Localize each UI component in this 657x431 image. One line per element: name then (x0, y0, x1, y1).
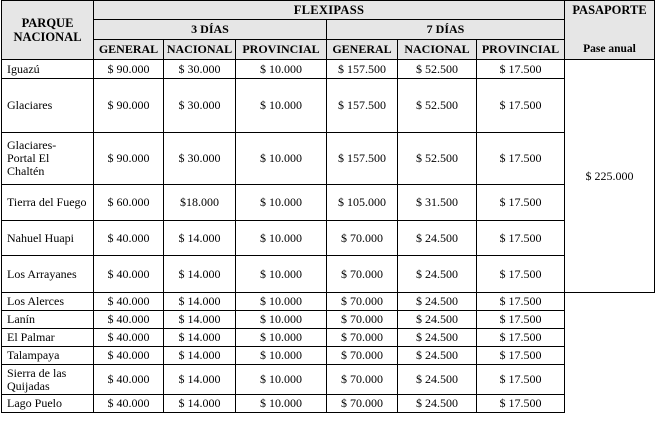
header-3-dias: 3 DÍAS (94, 20, 327, 40)
header-parque-label: PARQUE NACIONAL (13, 16, 82, 44)
table-row (2, 395, 655, 413)
price-cell-d7-nacional: $ 24.500 (398, 365, 477, 395)
price-cell-d3-nacional: $ 14.000 (164, 293, 236, 311)
price-cell-d7-nacional: $ 24.500 (398, 347, 477, 365)
price-cell-d7-general: $ 70.000 (327, 347, 398, 365)
price-cell-d7-general: $ 157.500 (327, 79, 398, 133)
table-row (2, 221, 655, 256)
header-3d-nacional: NACIONAL (164, 40, 236, 60)
price-cell-d3-provincial: $ 10.000 (236, 185, 327, 221)
price-cell-d7-nacional: $ 52.500 (398, 133, 477, 185)
header-parque-nacional (2, 1, 94, 60)
price-cell-d7-nacional: $ 52.500 (398, 79, 477, 133)
price-cell-d3-nacional: $ 30.000 (164, 79, 236, 133)
park-name: Lago Puelo (7, 396, 62, 410)
park-name: Los Alerces (7, 294, 64, 308)
table-row (2, 133, 655, 185)
header-pase-anual: Pase anual (565, 40, 655, 60)
price-cell-d7-nacional: $ 24.500 (398, 311, 477, 329)
table-row (2, 365, 655, 395)
park-name: Sierra de las Quijadas (7, 365, 67, 393)
price-cell-d7-nacional: $ 24.500 (398, 329, 477, 347)
price-cell-d7-general: $ 70.000 (327, 221, 398, 256)
park-name-cell (2, 365, 94, 395)
price-cell-d3-general: $ 40.000 (94, 256, 164, 293)
price-cell-d3-nacional: $ 14.000 (164, 365, 236, 395)
price-cell-d3-nacional: $ 14.000 (164, 221, 236, 256)
table-row (2, 256, 655, 293)
park-name: El Palmar (7, 330, 55, 344)
price-cell-d3-provincial: $ 10.000 (236, 365, 327, 395)
table-row (2, 329, 655, 347)
price-cell-d7-provincial: $ 17.500 (477, 293, 565, 311)
price-cell-d7-nacional: $ 24.500 (398, 221, 477, 256)
price-cell-d7-provincial: $ 17.500 (477, 395, 565, 413)
table-row (2, 60, 655, 79)
header-7d-provincial: PROVINCIAL (477, 40, 565, 60)
table-row (2, 79, 655, 133)
park-name: Lanín (7, 312, 35, 326)
price-cell-d7-provincial: $ 17.500 (477, 79, 565, 133)
price-cell-d7-general: $ 70.000 (327, 395, 398, 413)
price-cell-d3-provincial: $ 10.000 (236, 329, 327, 347)
park-name-cell (2, 256, 94, 293)
price-cell-d3-nacional: $18.000 (164, 185, 236, 221)
price-cell-d3-nacional: $ 30.000 (164, 60, 236, 79)
price-cell-d3-nacional: $ 14.000 (164, 347, 236, 365)
table-row (2, 311, 655, 329)
park-name-cell (2, 60, 94, 79)
price-cell-d7-general: $ 70.000 (327, 293, 398, 311)
price-cell-d3-general: $ 60.000 (94, 185, 164, 221)
park-name: Talampaya (7, 348, 60, 362)
header-pasaporte-spacer (565, 20, 655, 40)
price-cell-d7-general: $ 157.500 (327, 133, 398, 185)
park-name: Los Arrayanes (7, 266, 77, 281)
price-cell-d3-general: $ 40.000 (94, 395, 164, 413)
price-cell-d3-general: $ 90.000 (94, 133, 164, 185)
price-cell-d7-provincial: $ 17.500 (477, 329, 565, 347)
price-cell-d3-provincial: $ 10.000 (236, 60, 327, 79)
park-name-cell (2, 221, 94, 256)
price-cell-d7-nacional: $ 52.500 (398, 60, 477, 79)
price-cell-d3-general: $ 40.000 (94, 365, 164, 395)
park-name-cell (2, 293, 94, 311)
park-name: Nahuel Huapi (7, 230, 74, 245)
header-flexipass: FLEXIPASS (94, 1, 565, 20)
price-cell-d7-general: $ 70.000 (327, 365, 398, 395)
price-cell-d7-provincial: $ 17.500 (477, 133, 565, 185)
price-cell-d3-provincial: $ 10.000 (236, 133, 327, 185)
header-3d-general: GENERAL (94, 40, 164, 60)
price-cell-d3-nacional: $ 14.000 (164, 329, 236, 347)
price-cell-d7-provincial: $ 17.500 (477, 365, 565, 395)
header-7-dias: 7 DÍAS (327, 20, 565, 40)
header-3d-provincial: PROVINCIAL (236, 40, 327, 60)
park-name-cell (2, 347, 94, 365)
table-row (2, 347, 655, 365)
park-name-cell (2, 311, 94, 329)
price-cell-d3-general: $ 40.000 (94, 347, 164, 365)
fee-table-body (2, 60, 655, 413)
price-cell-d7-nacional: $ 24.500 (398, 256, 477, 293)
price-cell-d7-provincial: $ 17.500 (477, 185, 565, 221)
park-name-cell (2, 79, 94, 133)
price-cell-d3-provincial: $ 10.000 (236, 79, 327, 133)
table-row (2, 185, 655, 221)
price-cell-d3-general: $ 90.000 (94, 79, 164, 133)
price-cell-d7-provincial: $ 17.500 (477, 221, 565, 256)
price-cell-d3-general: $ 90.000 (94, 60, 164, 79)
park-name: Glaciares-Portal El Chaltén (7, 138, 57, 178)
park-name-cell (2, 329, 94, 347)
price-cell-d3-provincial: $ 10.000 (236, 311, 327, 329)
park-name: Glaciares (7, 98, 53, 112)
price-cell-d3-nacional: $ 14.000 (164, 256, 236, 293)
park-name-cell (2, 395, 94, 413)
price-cell-d7-general: $ 70.000 (327, 311, 398, 329)
header-7d-nacional: NACIONAL (398, 40, 477, 60)
pasaporte-value: $ 225.000 (565, 60, 655, 293)
price-cell-d3-provincial: $ 10.000 (236, 256, 327, 293)
price-cell-d3-provincial: $ 10.000 (236, 293, 327, 311)
pasaporte-empty-cell (565, 293, 655, 413)
price-cell-d7-provincial: $ 17.500 (477, 60, 565, 79)
fee-table (1, 0, 655, 413)
header-7d-general: GENERAL (327, 40, 398, 60)
price-cell-d7-nacional: $ 31.500 (398, 185, 477, 221)
price-cell-d7-provincial: $ 17.500 (477, 256, 565, 293)
park-name-cell (2, 185, 94, 221)
park-name-cell (2, 133, 94, 185)
price-cell-d3-general: $ 40.000 (94, 311, 164, 329)
price-cell-d3-provincial: $ 10.000 (236, 221, 327, 256)
price-cell-d7-general: $ 70.000 (327, 329, 398, 347)
park-name: Tierra del Fuego (7, 195, 87, 209)
table-row (2, 293, 655, 311)
price-cell-d7-general: $ 105.000 (327, 185, 398, 221)
price-cell-d3-nacional: $ 14.000 (164, 395, 236, 413)
price-cell-d3-general: $ 40.000 (94, 329, 164, 347)
price-cell-d7-provincial: $ 17.500 (477, 347, 565, 365)
price-cell-d7-nacional: $ 24.500 (398, 395, 477, 413)
price-cell-d7-provincial: $ 17.500 (477, 311, 565, 329)
price-cell-d3-nacional: $ 14.000 (164, 311, 236, 329)
price-cell-d3-general: $ 40.000 (94, 221, 164, 256)
price-cell-d7-general: $ 70.000 (327, 256, 398, 293)
price-cell-d3-nacional: $ 30.000 (164, 133, 236, 185)
header-pasaporte: PASAPORTE (565, 1, 655, 20)
park-name: Iguazú (7, 61, 40, 76)
price-cell-d3-general: $ 40.000 (94, 293, 164, 311)
price-cell-d7-general: $ 157.500 (327, 60, 398, 79)
price-cell-d3-provincial: $ 10.000 (236, 395, 327, 413)
price-cell-d7-nacional: $ 24.500 (398, 293, 477, 311)
price-cell-d3-provincial: $ 10.000 (236, 347, 327, 365)
